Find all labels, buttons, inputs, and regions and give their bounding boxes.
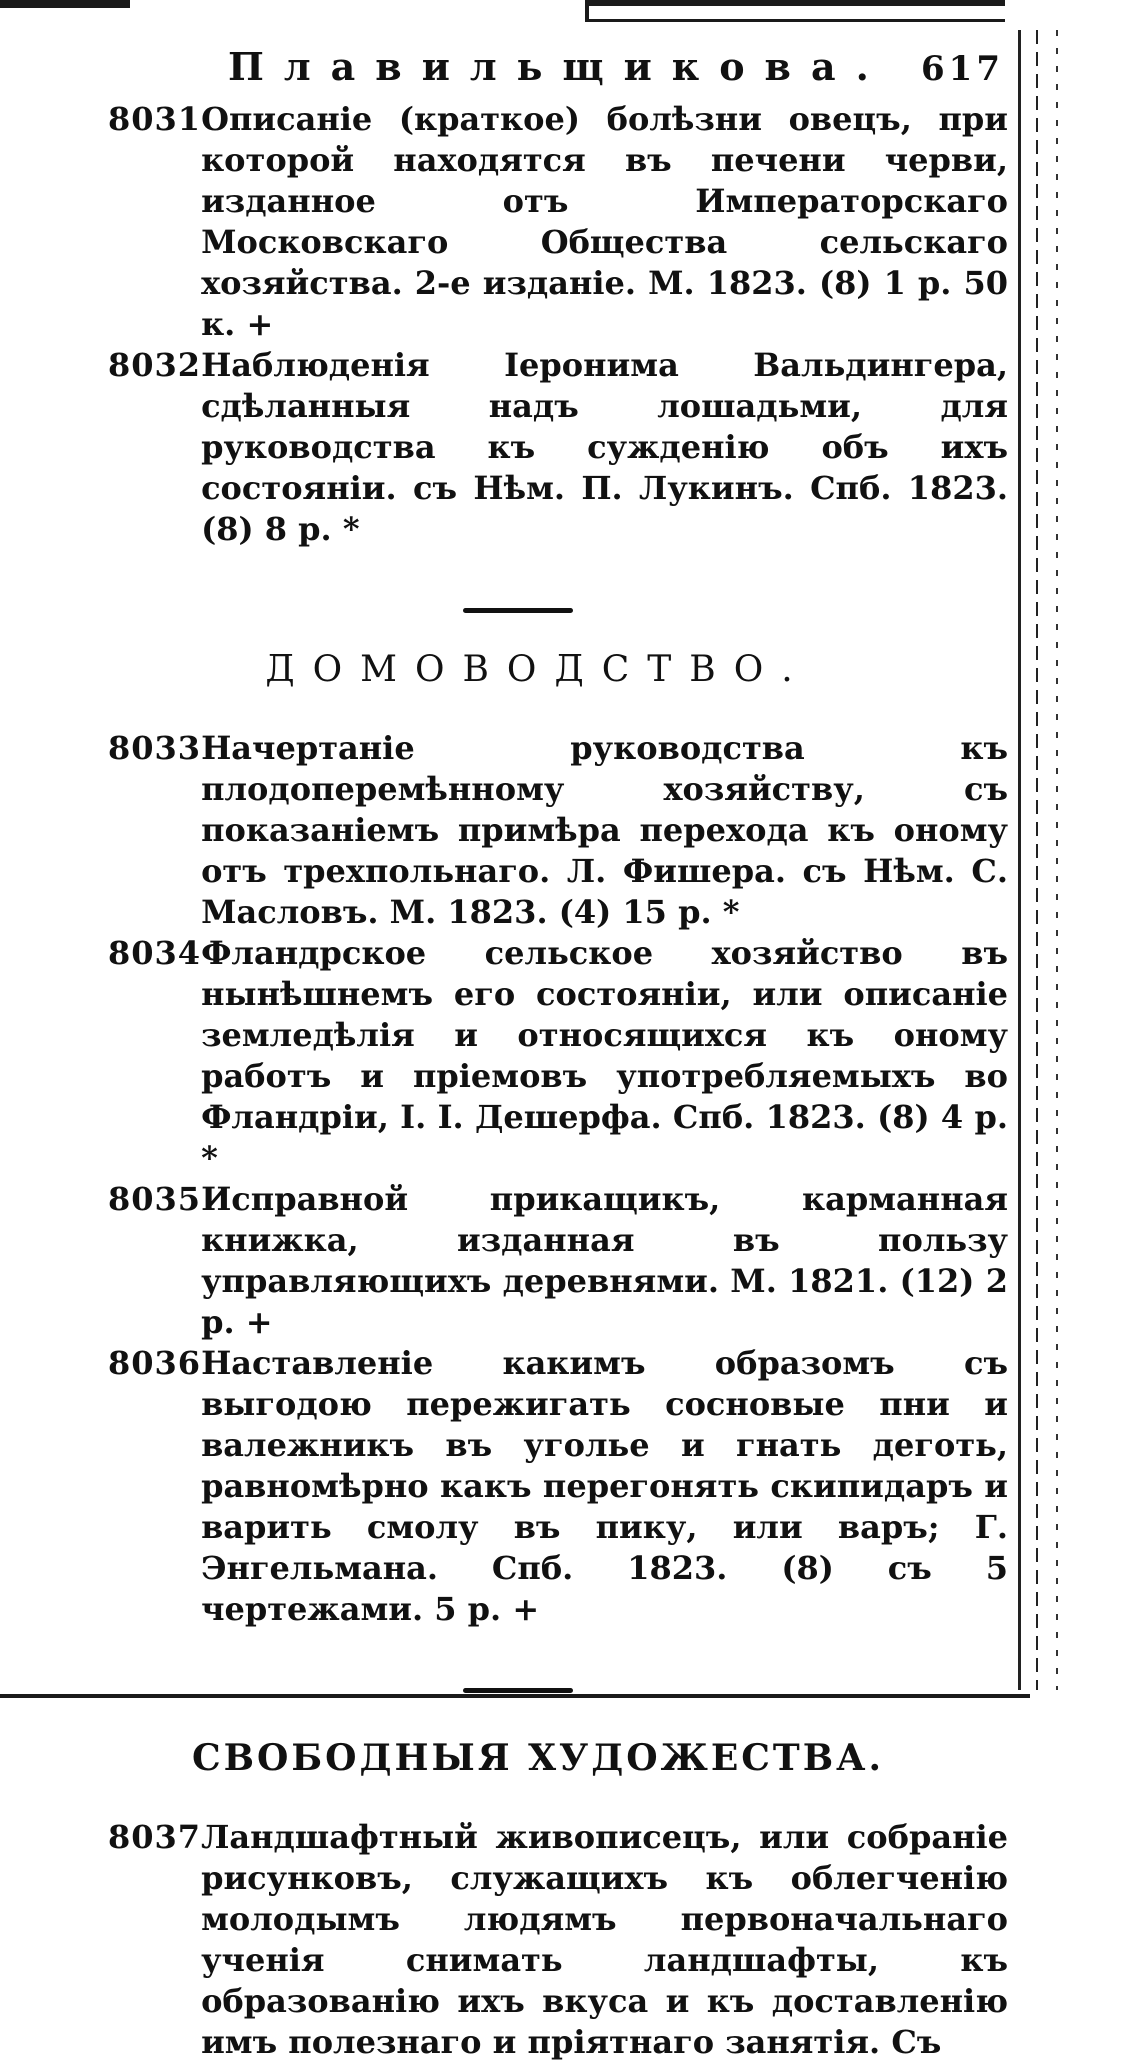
entry-number: 8034 bbox=[108, 934, 202, 972]
entry-text: Описаніе (краткое) болѣзни овецъ, при которой находятся въ печени черви, изданное отъ Императорскаго Московскаго Общества сельскаго хозяйства. 2-е изданіе. М. 1823. (8) 1 р. 50 к. + bbox=[201, 100, 1008, 343]
page-edge-line bbox=[1018, 30, 1021, 1690]
running-head-title: Плавильщикова. bbox=[228, 44, 889, 89]
catalog-entry bbox=[108, 99, 1008, 345]
scan-edge-bottom bbox=[0, 1694, 1030, 1698]
scan-edge-top-left bbox=[0, 0, 130, 8]
page-edge-line bbox=[1036, 30, 1038, 1690]
catalog-entry bbox=[108, 345, 1008, 550]
catalog-entry bbox=[108, 933, 1008, 1179]
entry-number: 8037 bbox=[108, 1818, 202, 1856]
catalog-entry bbox=[108, 1179, 1008, 1343]
entry-list-section-2 bbox=[108, 1817, 1008, 2063]
entry-text: Наблюденія Іеронима Вальдингера, сдѣланныя надъ лошадьми, для руководства къ сужденію объ ихъ состояніи. съ Нѣм. П. Лукинъ. Спб. 1823. (8) 8 р. * bbox=[201, 346, 1008, 548]
page-edge-scan-artifact bbox=[1012, 30, 1072, 1690]
section-heading-domovodstvo: ДОМОВОДСТВО. bbox=[265, 649, 811, 690]
catalog-entry bbox=[108, 1817, 1008, 2063]
scan-edge-top-right bbox=[585, 0, 1005, 22]
section-divider-rule bbox=[463, 1688, 573, 1693]
catalog-entry bbox=[108, 1343, 1008, 1630]
section-heading-svobodnyya-khudozhestva: СВОБОДНЫЯ ХУДОЖЕСТВА. bbox=[191, 1737, 885, 1779]
entry-number: 8031 bbox=[108, 100, 202, 138]
entry-text: Ландшафтный живописецъ, или собраніе рисунковъ, служащихъ къ облегченію молодымъ людямъ первоначальнаго ученія снимать ландшафты, къ образованію ихъ вкуса и къ доставленію имъ полезнаго и пріятнаго занятія. Съ bbox=[201, 1818, 1008, 2061]
section-divider-rule bbox=[463, 608, 573, 613]
entry-text: Наставленіе какимъ образомъ съ выгодою пережигать сосновые пни и валежникъ въ уголье и гнать деготь, равномѣрно какъ перегонять скипидаръ и варить смолу въ пику, или варъ; Г. Энгельмана. Спб. 1823. (8) съ 5 чертежами. 5 р. + bbox=[201, 1344, 1008, 1628]
page-edge-line bbox=[1056, 30, 1058, 1690]
entry-number: 8032 bbox=[108, 346, 202, 384]
entry-number: 8036 bbox=[108, 1344, 202, 1382]
entry-text: Фландрское сельское хозяйство въ нынѣшнемъ его состояніи, или описаніе земледѣлія и относящихся къ оному работъ и пріемовъ употребляемыхъ во Фландріи, І. І. Дешерфа. Спб. 1823. (8) 4 р. * bbox=[201, 934, 1008, 1177]
book-page bbox=[108, 44, 1008, 2063]
running-head bbox=[228, 44, 1004, 89]
entry-text: Исправной прикащикъ, карманная книжка, изданная въ пользу управляющихъ деревнями. М. 1821. (12) 2 р. + bbox=[201, 1180, 1008, 1341]
entry-number: 8035 bbox=[108, 1180, 202, 1218]
page-number: 617 bbox=[921, 49, 1004, 89]
entry-text: Начертаніе руководства къ плодоперемѣнному хозяйству, съ показаніемъ примѣра перехода къ оному отъ трехпольнаго. Л. Фишера. съ Нѣм. С. Масловъ. М. 1823. (4) 15 р. * bbox=[201, 729, 1008, 931]
entry-list-section-1 bbox=[108, 728, 1008, 1630]
catalog-entry bbox=[108, 728, 1008, 933]
entry-list-top bbox=[108, 99, 1008, 550]
entry-number: 8033 bbox=[108, 729, 202, 767]
